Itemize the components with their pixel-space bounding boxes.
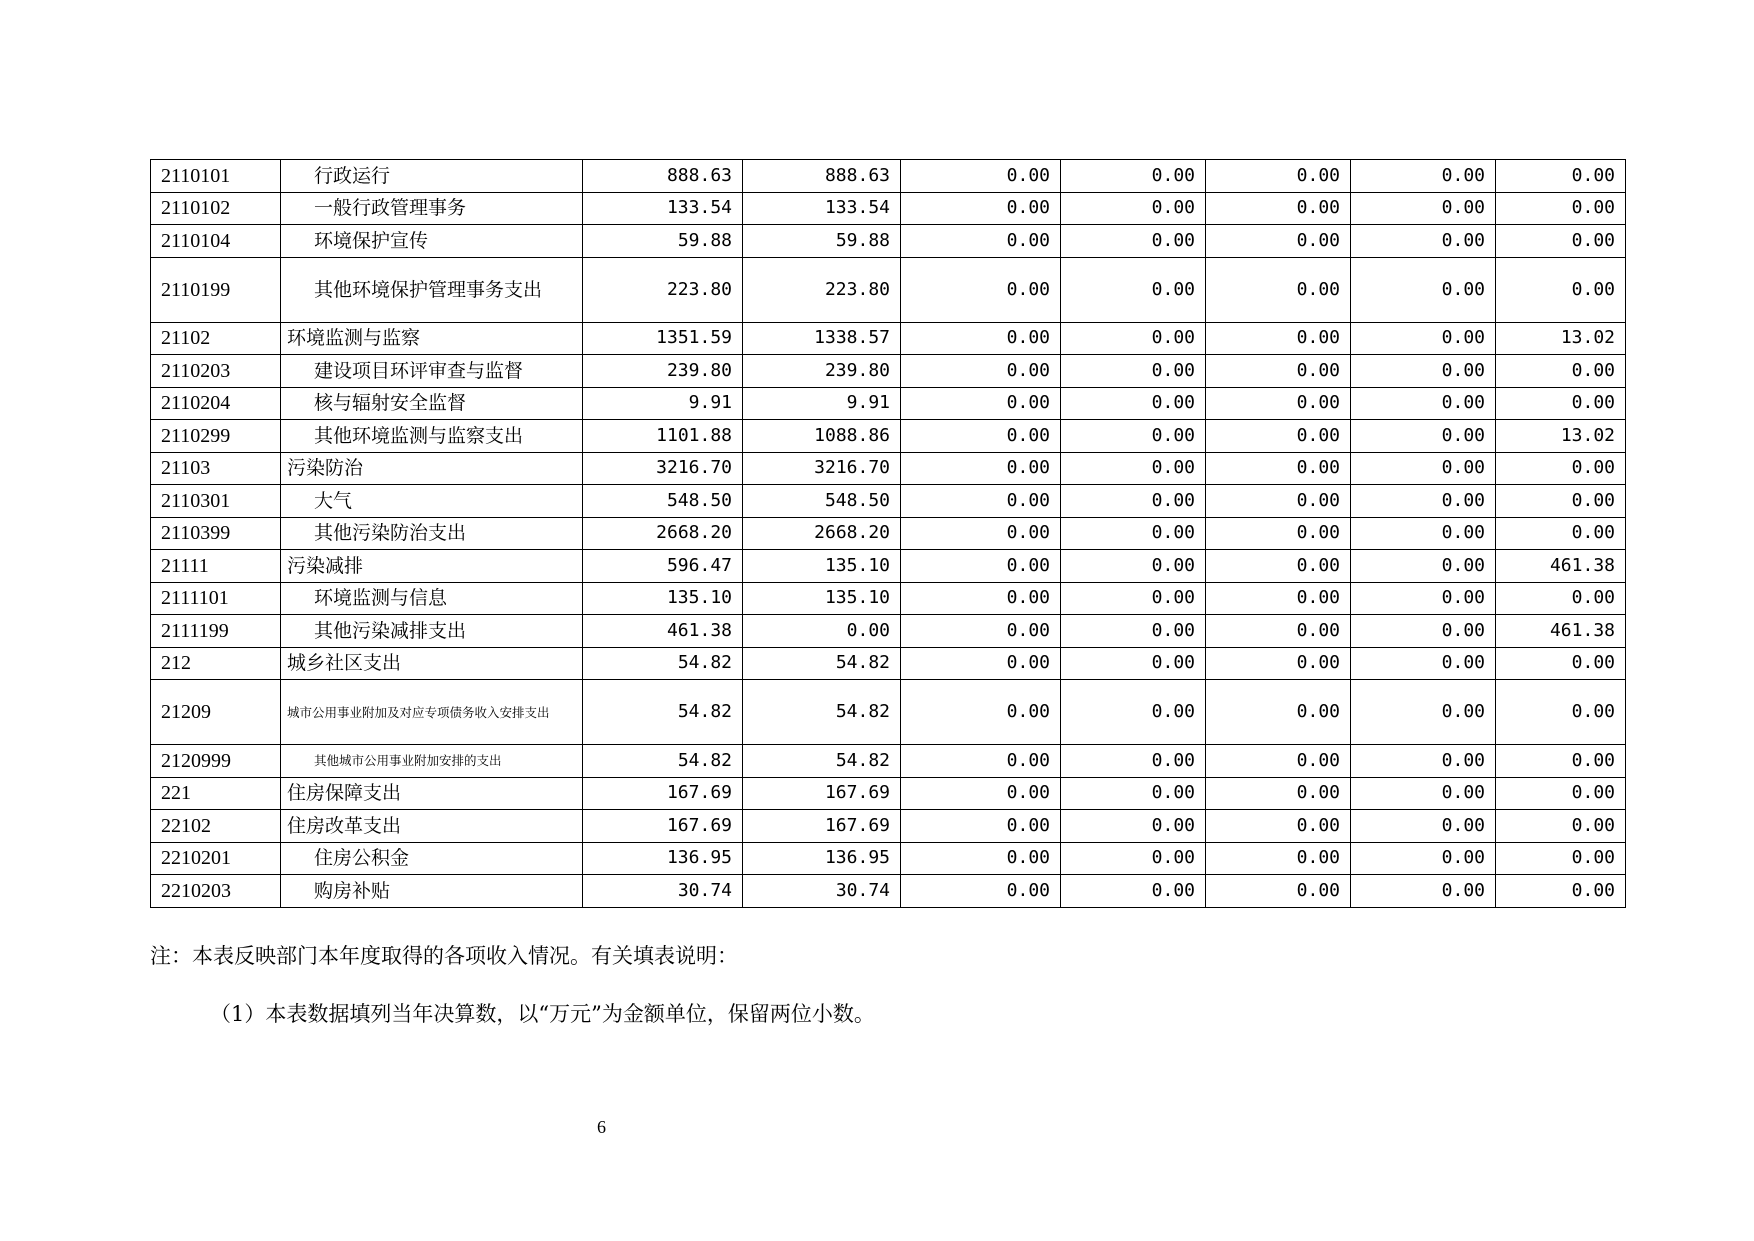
amount-cell: 0.00 xyxy=(1061,680,1206,745)
subject-code-cell: 2110301 xyxy=(151,485,281,518)
subject-name-cell: 污染防治 xyxy=(281,452,583,485)
subject-name-cell: 污染减排 xyxy=(281,550,583,583)
subject-name-cell: 其他环境监测与监察支出 xyxy=(281,420,583,453)
amount-cell: 0.00 xyxy=(1351,257,1496,322)
amount-cell: 0.00 xyxy=(1496,485,1626,518)
table-row xyxy=(151,387,1626,420)
amount-cell: 0.00 xyxy=(1061,777,1206,810)
amount-cell: 0.00 xyxy=(1061,485,1206,518)
amount-cell: 59.88 xyxy=(583,225,743,258)
subject-name-cell: 其他城市公用事业附加安排的支出 xyxy=(281,745,583,778)
amount-cell: 461.38 xyxy=(1496,615,1626,648)
table-row xyxy=(151,452,1626,485)
amount-cell: 0.00 xyxy=(901,160,1061,193)
amount-cell: 0.00 xyxy=(1496,582,1626,615)
subject-code-cell: 21103 xyxy=(151,452,281,485)
amount-cell: 0.00 xyxy=(1351,387,1496,420)
amount-cell: 1101.88 xyxy=(583,420,743,453)
amount-cell: 0.00 xyxy=(1351,842,1496,875)
amount-cell: 0.00 xyxy=(1061,582,1206,615)
subject-code-cell: 21209 xyxy=(151,680,281,745)
subject-name-cell: 住房公积金 xyxy=(281,842,583,875)
table-row xyxy=(151,777,1626,810)
income-table xyxy=(150,159,1626,908)
table-row xyxy=(151,225,1626,258)
amount-cell: 0.00 xyxy=(901,485,1061,518)
subject-code-cell: 2110199 xyxy=(151,257,281,322)
amount-cell: 0.00 xyxy=(1496,647,1626,680)
amount-cell: 0.00 xyxy=(1206,517,1351,550)
amount-cell: 0.00 xyxy=(1061,322,1206,355)
amount-cell: 0.00 xyxy=(1496,257,1626,322)
amount-cell: 0.00 xyxy=(1351,355,1496,388)
amount-cell: 0.00 xyxy=(1351,225,1496,258)
amount-cell: 0.00 xyxy=(1496,192,1626,225)
amount-cell: 0.00 xyxy=(1061,192,1206,225)
amount-cell: 0.00 xyxy=(1496,160,1626,193)
amount-cell: 0.00 xyxy=(1351,810,1496,843)
amount-cell: 0.00 xyxy=(901,647,1061,680)
amount-cell: 0.00 xyxy=(901,192,1061,225)
amount-cell: 0.00 xyxy=(1351,485,1496,518)
subject-name-cell: 其他环境保护管理事务支出 xyxy=(281,257,583,322)
subject-code-cell: 2120999 xyxy=(151,745,281,778)
subject-name-cell: 环境监测与信息 xyxy=(281,582,583,615)
subject-name-cell: 建设项目环评审查与监督 xyxy=(281,355,583,388)
amount-cell: 133.54 xyxy=(583,192,743,225)
amount-cell: 0.00 xyxy=(1351,160,1496,193)
table-row xyxy=(151,485,1626,518)
amount-cell: 0.00 xyxy=(1496,387,1626,420)
amount-cell: 0.00 xyxy=(901,452,1061,485)
amount-cell: 0.00 xyxy=(1206,810,1351,843)
table-row xyxy=(151,517,1626,550)
amount-cell: 0.00 xyxy=(1206,192,1351,225)
amount-cell: 9.91 xyxy=(743,387,901,420)
subject-name-cell: 一般行政管理事务 xyxy=(281,192,583,225)
subject-code-cell: 22102 xyxy=(151,810,281,843)
amount-cell: 0.00 xyxy=(1206,452,1351,485)
amount-cell: 0.00 xyxy=(743,615,901,648)
amount-cell: 223.80 xyxy=(743,257,901,322)
amount-cell: 0.00 xyxy=(1206,387,1351,420)
amount-cell: 0.00 xyxy=(901,517,1061,550)
subject-name-cell: 住房改革支出 xyxy=(281,810,583,843)
subject-code-cell: 21111 xyxy=(151,550,281,583)
amount-cell: 0.00 xyxy=(1351,680,1496,745)
amount-cell: 0.00 xyxy=(1061,875,1206,908)
amount-cell: 2668.20 xyxy=(583,517,743,550)
amount-cell: 461.38 xyxy=(583,615,743,648)
amount-cell: 0.00 xyxy=(1206,777,1351,810)
table-row xyxy=(151,550,1626,583)
subject-name-cell: 核与辐射安全监督 xyxy=(281,387,583,420)
table-row xyxy=(151,160,1626,193)
subject-code-cell: 2110299 xyxy=(151,420,281,453)
subject-code-cell: 2110102 xyxy=(151,192,281,225)
amount-cell: 0.00 xyxy=(1351,777,1496,810)
subject-name-cell: 其他污染减排支出 xyxy=(281,615,583,648)
table-row xyxy=(151,875,1626,908)
amount-cell: 0.00 xyxy=(1061,550,1206,583)
amount-cell: 0.00 xyxy=(1206,647,1351,680)
subject-code-cell: 2110204 xyxy=(151,387,281,420)
subject-code-cell: 2110104 xyxy=(151,225,281,258)
amount-cell: 0.00 xyxy=(1061,745,1206,778)
table-row xyxy=(151,192,1626,225)
page-number: 6 xyxy=(597,1117,606,1137)
table-note: 注：本表反映部门本年度取得的各项收入情况。有关填表说明： xyxy=(150,944,738,968)
table-row xyxy=(151,582,1626,615)
table-row xyxy=(151,355,1626,388)
amount-cell: 136.95 xyxy=(583,842,743,875)
amount-cell: 133.54 xyxy=(743,192,901,225)
amount-cell: 0.00 xyxy=(901,745,1061,778)
table-row xyxy=(151,257,1626,322)
amount-cell: 888.63 xyxy=(583,160,743,193)
table-row xyxy=(151,680,1626,745)
subject-name-cell: 环境监测与监察 xyxy=(281,322,583,355)
subject-code-cell: 2111199 xyxy=(151,615,281,648)
amount-cell: 0.00 xyxy=(901,322,1061,355)
amount-cell: 0.00 xyxy=(1206,582,1351,615)
subject-name-cell: 购房补贴 xyxy=(281,875,583,908)
amount-cell: 0.00 xyxy=(1061,355,1206,388)
amount-cell: 30.74 xyxy=(583,875,743,908)
amount-cell: 0.00 xyxy=(1496,777,1626,810)
subject-code-cell: 2110101 xyxy=(151,160,281,193)
subject-code-cell: 2110203 xyxy=(151,355,281,388)
amount-cell: 0.00 xyxy=(901,842,1061,875)
amount-cell: 0.00 xyxy=(1496,875,1626,908)
amount-cell: 136.95 xyxy=(743,842,901,875)
subject-code-cell: 21102 xyxy=(151,322,281,355)
amount-cell: 135.10 xyxy=(743,582,901,615)
table-note-item-1: （1）本表数据填列当年决算数，以“万元”为金额单位，保留两位小数。 xyxy=(210,1002,875,1026)
amount-cell: 0.00 xyxy=(1351,647,1496,680)
amount-cell: 0.00 xyxy=(1496,225,1626,258)
amount-cell: 548.50 xyxy=(583,485,743,518)
amount-cell: 167.69 xyxy=(583,777,743,810)
subject-name-cell: 行政运行 xyxy=(281,160,583,193)
amount-cell: 0.00 xyxy=(1351,582,1496,615)
table-row xyxy=(151,615,1626,648)
amount-cell: 0.00 xyxy=(1206,842,1351,875)
amount-cell: 0.00 xyxy=(1206,875,1351,908)
amount-cell: 0.00 xyxy=(1061,615,1206,648)
table-row xyxy=(151,647,1626,680)
amount-cell: 13.02 xyxy=(1496,420,1626,453)
subject-code-cell: 2210203 xyxy=(151,875,281,908)
amount-cell: 0.00 xyxy=(1351,452,1496,485)
amount-cell: 0.00 xyxy=(1351,517,1496,550)
amount-cell: 0.00 xyxy=(901,680,1061,745)
amount-cell: 0.00 xyxy=(1061,810,1206,843)
amount-cell: 0.00 xyxy=(1351,420,1496,453)
subject-code-cell: 2111101 xyxy=(151,582,281,615)
amount-cell: 0.00 xyxy=(901,582,1061,615)
subject-name-cell: 环境保护宣传 xyxy=(281,225,583,258)
amount-cell: 0.00 xyxy=(901,257,1061,322)
amount-cell: 0.00 xyxy=(1351,745,1496,778)
amount-cell: 461.38 xyxy=(1496,550,1626,583)
amount-cell: 0.00 xyxy=(1496,452,1626,485)
amount-cell: 54.82 xyxy=(583,680,743,745)
amount-cell: 0.00 xyxy=(901,615,1061,648)
amount-cell: 0.00 xyxy=(901,810,1061,843)
amount-cell: 1338.57 xyxy=(743,322,901,355)
amount-cell: 0.00 xyxy=(1061,842,1206,875)
table-row xyxy=(151,322,1626,355)
amount-cell: 888.63 xyxy=(743,160,901,193)
amount-cell: 0.00 xyxy=(1206,355,1351,388)
table-row xyxy=(151,745,1626,778)
amount-cell: 0.00 xyxy=(901,777,1061,810)
amount-cell: 0.00 xyxy=(901,550,1061,583)
amount-cell: 0.00 xyxy=(901,875,1061,908)
amount-cell: 0.00 xyxy=(1351,550,1496,583)
amount-cell: 0.00 xyxy=(1496,810,1626,843)
amount-cell: 0.00 xyxy=(1206,420,1351,453)
amount-cell: 0.00 xyxy=(1061,387,1206,420)
amount-cell: 0.00 xyxy=(1496,680,1626,745)
amount-cell: 30.74 xyxy=(743,875,901,908)
amount-cell: 0.00 xyxy=(1061,160,1206,193)
amount-cell: 0.00 xyxy=(1061,452,1206,485)
amount-cell: 0.00 xyxy=(1496,745,1626,778)
amount-cell: 0.00 xyxy=(1496,517,1626,550)
amount-cell: 0.00 xyxy=(1496,355,1626,388)
amount-cell: 54.82 xyxy=(743,745,901,778)
amount-cell: 239.80 xyxy=(583,355,743,388)
amount-cell: 0.00 xyxy=(1206,322,1351,355)
amount-cell: 0.00 xyxy=(1061,257,1206,322)
amount-cell: 0.00 xyxy=(1206,485,1351,518)
amount-cell: 548.50 xyxy=(743,485,901,518)
subject-name-cell: 城乡社区支出 xyxy=(281,647,583,680)
amount-cell: 0.00 xyxy=(1206,745,1351,778)
amount-cell: 0.00 xyxy=(1061,420,1206,453)
amount-cell: 0.00 xyxy=(1351,322,1496,355)
amount-cell: 2668.20 xyxy=(743,517,901,550)
amount-cell: 135.10 xyxy=(743,550,901,583)
subject-code-cell: 2210201 xyxy=(151,842,281,875)
table-row xyxy=(151,810,1626,843)
table-row xyxy=(151,420,1626,453)
amount-cell: 0.00 xyxy=(901,420,1061,453)
subject-code-cell: 2110399 xyxy=(151,517,281,550)
amount-cell: 596.47 xyxy=(583,550,743,583)
amount-cell: 3216.70 xyxy=(583,452,743,485)
amount-cell: 54.82 xyxy=(583,647,743,680)
amount-cell: 0.00 xyxy=(1061,517,1206,550)
amount-cell: 0.00 xyxy=(1206,160,1351,193)
amount-cell: 13.02 xyxy=(1496,322,1626,355)
amount-cell: 59.88 xyxy=(743,225,901,258)
amount-cell: 239.80 xyxy=(743,355,901,388)
amount-cell: 0.00 xyxy=(1206,225,1351,258)
amount-cell: 9.91 xyxy=(583,387,743,420)
amount-cell: 0.00 xyxy=(1206,550,1351,583)
amount-cell: 167.69 xyxy=(743,777,901,810)
amount-cell: 167.69 xyxy=(583,810,743,843)
amount-cell: 0.00 xyxy=(1206,680,1351,745)
amount-cell: 0.00 xyxy=(1351,192,1496,225)
subject-name-cell: 大气 xyxy=(281,485,583,518)
table-row xyxy=(151,842,1626,875)
amount-cell: 0.00 xyxy=(901,355,1061,388)
subject-name-cell: 其他污染防治支出 xyxy=(281,517,583,550)
amount-cell: 223.80 xyxy=(583,257,743,322)
amount-cell: 0.00 xyxy=(1061,225,1206,258)
amount-cell: 54.82 xyxy=(743,680,901,745)
amount-cell: 167.69 xyxy=(743,810,901,843)
amount-cell: 54.82 xyxy=(583,745,743,778)
amount-cell: 1351.59 xyxy=(583,322,743,355)
amount-cell: 0.00 xyxy=(901,387,1061,420)
amount-cell: 0.00 xyxy=(1206,257,1351,322)
amount-cell: 54.82 xyxy=(743,647,901,680)
subject-name-cell: 城市公用事业附加及对应专项债务收入安排支出 xyxy=(281,680,583,745)
amount-cell: 0.00 xyxy=(1496,842,1626,875)
amount-cell: 1088.86 xyxy=(743,420,901,453)
subject-code-cell: 212 xyxy=(151,647,281,680)
amount-cell: 0.00 xyxy=(1206,615,1351,648)
amount-cell: 0.00 xyxy=(1351,615,1496,648)
amount-cell: 0.00 xyxy=(1351,875,1496,908)
amount-cell: 135.10 xyxy=(583,582,743,615)
subject-code-cell: 221 xyxy=(151,777,281,810)
amount-cell: 3216.70 xyxy=(743,452,901,485)
amount-cell: 0.00 xyxy=(901,225,1061,258)
subject-name-cell: 住房保障支出 xyxy=(281,777,583,810)
table-body xyxy=(151,160,1626,908)
amount-cell: 0.00 xyxy=(1061,647,1206,680)
